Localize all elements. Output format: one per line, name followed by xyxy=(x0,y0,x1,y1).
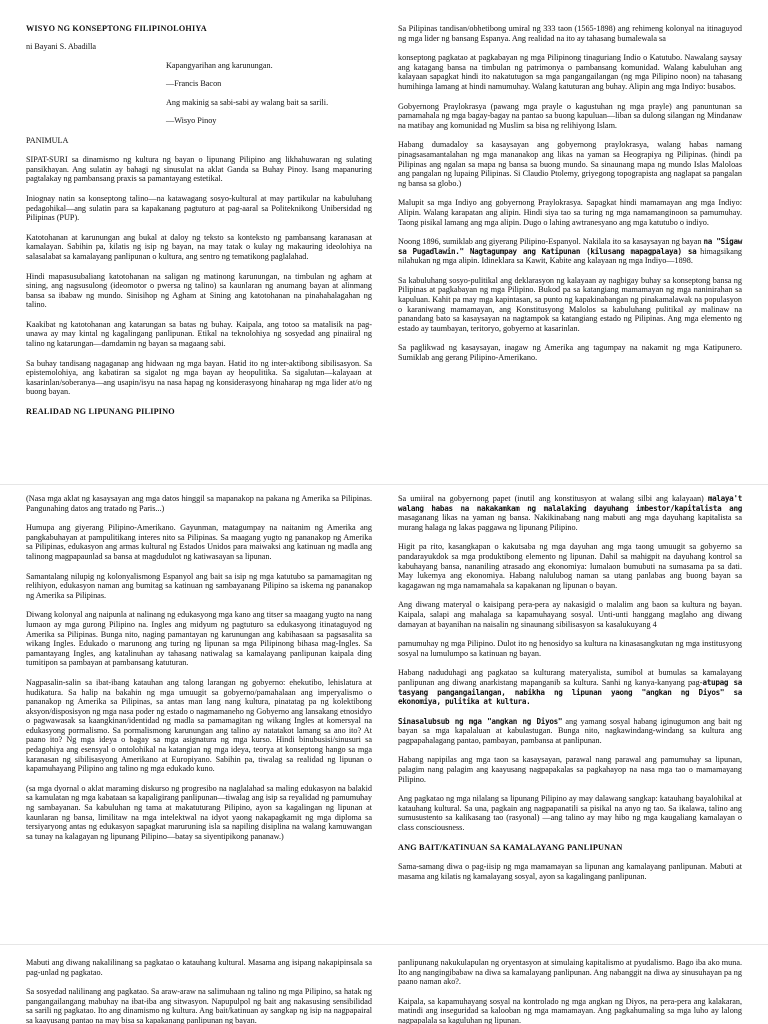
page1-right-column xyxy=(398,24,742,373)
section-heading-bait: ANG BAIT/KATINUAN SA KAMALAYANG PANLIPUNAN xyxy=(398,842,623,852)
paragraph: Malupit sa mga Indiyo ang gobyernong Praylokrasya. Sapagkat hindi mamamayan ang mga Indiyo: Alipin. Walang karapatan ang alipin. Hindi siya tao sa turing ng mga namamanginoon sa pamumuhay. Taong pisikal lamang ang mga alipin. Dugo o lahing awtranesyano ang mga katutubo o indiyo. xyxy=(398,198,742,227)
paragraph xyxy=(398,668,742,706)
paragraph: Sa Pilipinas tandisan/obhetibong umiral ng 333 taon (1565-1898) ang rehimeng kolonyal na itinaguyod ng mga lider ng bansang Espanya. Ang realidad na ito ay tahasang bumalewala sa xyxy=(398,24,742,43)
paragraph: Kaipala, sa kapamuhayang sosyal na kontrolado ng mga angkan ng Diyos, na pera-pera ang kalakaran, matindi ang inseguridad sa kalooban ng mga mamamayan. Ang pagkahumaling sa mga luho ay lalong nagpapalala sa kaguluhan ng lipunan. xyxy=(398,996,742,1024)
paragraph: Humupa ang giyerang Pilipino-Amerikano. Gayunman, matagumpay na naitanim ng Amerika ang pangkabuhayan at pampulitikang interes nito sa Pilipinas. Sa maagang yugto ng pananakop ng Amerika sa Pilipinas, edukasyon ang armas kultural ng Estados Unidos para maiwaksi ang katinuan ng madla ang talinong magpapaunlad sa bansa at magdudulot ng katiwasayan sa lipunan. xyxy=(26,523,372,561)
paragraph: panlipunang nakukulapulan ng oryentasyon at simulaing kapitalismo at pyudalismo. Bago iba ako muna. Ito ang nangingibabaw na diwa sa kamalayang panlipunan. Ang nabanggit na diwa ay sinusuhayan pa ng paano naman ako?. xyxy=(398,958,742,987)
handwritten-style-line: na "Sigaw sa Pugadlawin." Nagtagumpay ang Katipunan (kilusang mapagpalaya) sa xyxy=(398,237,742,256)
paragraph xyxy=(398,237,742,266)
paragraph-text: Sa umiiral na gobyernong papet (inutil ang konstitusyon at walang silbi ang kalayaan) xyxy=(398,494,704,503)
paragraph xyxy=(398,717,742,746)
author-byline: ni Bayani S. Abadilla xyxy=(26,41,97,51)
paragraph: Katotohanan at karunungan ang bukal at daloy ng teksto sa konteksto ng pambansang karanasan at kamalayan. Sabihin pa, kilatis ng isip ng bayan, na may tatak o kulay ng makauring ideolohiya na salasalabat sa kamalayang panlipunan o kultura, ang sentro ng tematikong paglalahad. xyxy=(26,232,372,261)
paragraph-text: ang yamang sosyal habang iginugumon ang bait ng bayan sa mga kapalaluan at kabulastugan. Bunga nito, nagkawindang-windang sa kultura ang pagpapahalagang pantao, pambayan, pambansa at panlipunan. xyxy=(398,716,742,745)
paragraph-text: himagsikang nilahukan ng mga alipin. Idineklara sa Kawit, Kabite ang kalayaan ng mga Indiyo—1898. xyxy=(398,246,743,266)
paragraph: Sa paglikwad ng kasaysayan, inagaw ng Amerika ang tagumpay na nakamit ng mga Katipunero. Sumiklab ang gerang Pilipino-Amerikano. xyxy=(398,343,742,363)
page3-left-column xyxy=(26,958,372,1024)
document-page-2 xyxy=(0,484,768,944)
paragraph: Samantalang nilupig ng kolonyalismong Espanyol ang bait sa isip ng mga katutubo sa pamamagitan ng relihiyon, edukasyon naman ang bumitag sa katinuan ng sambayanang Pilipino sa iskema ng pananakop ng Amerika sa Pilipinas. xyxy=(26,571,372,600)
paragraph: Sa kabuluhang sosyo-pulitikal ang deklarasyon ng kalayaan ay nagbigay buhay sa konseptong bansa ng Pilipinas at pagkabayan ng mga Pilipino. Bukod pa sa katangiang mamamayan ng mga naninirahan sa kapuluan. Kahit pa may mga kapintasan, sa punto ng kapakinabangan ng pinakamalawak na populasyon o karaniwang mamamayan, ang Konstitusyong Malolos sa kabuluhang pulitikal ay malinaw na panandang bato sa kasaysayan na nagtampok sa katangiang estado ng Pilipinas. Ang mga elemento ng estado ay taumbayan, teritoryo, gobyerno at kasarinlan. xyxy=(398,275,742,333)
document-title: WISYO NG KONSEPTONG FILIPINOLOHIYA xyxy=(26,24,207,33)
paragraph: Sa buhay tandisang nagaganap ang hidwaan ng mga bayan. Hatid ito ng inter-aktibong sibilisasyon. Sa epistemolohiya, ang kabatiran sa sigalot ng mga bayan ay heopulitika. Sa sigalutan—kalayaan at kasarinlan/soberanya—ang usapin/isyu na nasa hapag ng konsiderasyong hinaharap ng mga lider at/o ng buong bayan. xyxy=(26,358,372,397)
document-page-3 xyxy=(0,944,768,1024)
paragraph: Diwang kolonyal ang naipunla at nalinang ng edukasyong mga kano ang titser sa maagang yugto na nang lumaon ay mga gurong Pilipino na. Ingles ang midyum ng pagtuturo sa edukasyong itinataguyod ng Amerika sa Pilipinas. Bunga nito, naging pamantayan ng karunungan ang kabihasaan sa pagsasalita sa wikang Ingles. Edukado o marunong ang turing ng lipunan sa mga Pilipinong bihasa mag-Ingles. Sa pamantayang Ingles, ang katalinuhan ay tahasang natiwalag sa kamalayang panlipunan kaipala ding tumitipon sa pambayan at pambansang katuturan. xyxy=(26,610,372,668)
paragraph: Sa sosyedad nalilinang ang pagkatao. Sa araw-araw na salimuhaan ng talino ng mga Pilipino, sa hatak ng pangangailangang mabuhay na ibat-iba ang sitwasyon. Napupulpol ng bait ang nakasusing sensibilidad sa sarili ng pagkatao. Ito ang dinamismo ng kultura. Ang bait/katinuan ay sangkap ng isip na nagpapairal sa kaayusang pantao na may bisa sa kapakanang panlipunan ng bayan. xyxy=(26,987,372,1024)
paragraph: Sama-samang diwa o pag-iisip ng mga mamamayan sa lipunan ang kamalayang panlipunan. Mabuti at masama ang kilatis ng kamalayang sosyal, ayon sa kagalingang panlipunan. xyxy=(398,862,742,881)
page1-left-column xyxy=(26,24,372,427)
paragraph: Mabuti ang diwang nakalilinang sa pagkatao o katauhang kultural. Masama ang isipang nakapipinsala sa pag-unlad ng pagkatao. xyxy=(26,958,372,977)
paragraph: Gobyernong Praylokrasya (pawang mga prayle o kagustuhan ng mga prayle) ang panuntunan sa pamamahala ng mga bagay-bagay na pantao sa buong kapuluan—liban sa dulong silangan ng Mindanaw na matibay ang komunidad ng Muslim sa bisa ng relihiyong Islam. xyxy=(398,101,742,130)
paragraph xyxy=(398,494,742,532)
epigraph-quote-2: Ang makinig sa sabi-sabi ay walang bait sa sarili. xyxy=(166,98,329,108)
paragraph-text: Noong 1896, sumiklab ang giyerang Pilipino-Espanyol. Nakilala ito sa kasaysayan ng bayan xyxy=(398,237,702,247)
epigraph-quote-1: Kapangyarihan ang karunungan. xyxy=(166,61,273,71)
paragraph-text: Habang naduduhagi ang pagkatao sa kulturang materyalista, sumibol at bumulas sa kamalayang panlipunan ang diwang anarkistang mapanganib sa kultura. Sanhi ng kanya-kanyang pag- xyxy=(398,668,742,687)
paragraph: Nagpasalin-salin sa ibat-ibang katauhan ang talong larangan ng gobyerno: ehekutibo, lehislatura at hudikatura. Sa halip na bakahin ng mga umuugit sa gobyerno/pamahalaan ang imperyalismo o pananakop ng Amerika sa Pilipinas, sa antas man lang nang kultura, pinatatag pa ng kolektibong aksyon/disposisyon ng mga nasa poder ng estado o nagmamaneho ng Gobyerno ang lansakang etnosidyo o pagwawasak sa kaangkinan/identidad ng madla sa pamamagitan ng wikang Ingles at komersyal na edukasyong pormalismo. Sa pormalismong karunungan ang talino ay natatakot lamang sa ano ito? At paano ito? Ng mga ideya o bagay sa mga asignatura ng mga kurso. Hindi binubusisi/sinusuri sa pedagohiya ang esensyal o ontolohikal na katangian ng mga ideya, teorya at konseptong hango sa mga karanasan ng sibilisasyong Amerikano at Europiyano. Sabihin pa, tiwalag sa realidad ng lipunan o kapamuhayang Pilipino ang talino ng mga edukado kuno. xyxy=(26,677,372,774)
paragraph: (Nasa mga aklat ng kasaysayan ang mga datos hinggil sa mapanakop na pakana ng Amerika sa Pilipinas. Pangunahing datos ang tratado ng Paris...) xyxy=(26,494,372,513)
paragraph: Habang napipilas ang mga taon sa kasaysayan, parawal nang parawal ang pamumuhay sa lipunan, palagim nang palagim ang kaayusang nagpapakalas sa pagkahayop na nasa mga tao o mamamayang Pilipino. xyxy=(398,755,742,784)
handwritten-style-line: malaya't walang habas na nakakamkam ng malalaking dayuhang imbestor/kapitalista ang xyxy=(398,494,743,513)
paragraph: SIPAT-SURI sa dinamismo ng kultura ng bayan o lipunang Pilipino ang likhahuwaran ng sulating pansikhayan. Ang sulatin ay bahagi ng sinusulat na aklat Ganda sa Buhay Pinoy. Isang mapanuring pagtalakay ng pambansang praxis sa pamantayang estetikal. xyxy=(26,155,372,184)
document-page-1 xyxy=(0,0,768,484)
paragraph: pamumuhay ng mga Pilipino. Dulot ito ng henosidyo sa kultura na kinasasangkutan ng mga institusyong sosyal na lumulumpo sa katinuan ng bayan. xyxy=(398,639,742,658)
epigraph-source-2: —Wisyo Pinoy xyxy=(166,115,217,125)
page3-right-column xyxy=(398,958,742,1024)
paragraph: (sa mga dyornal o aklat maraming diskurso ng progresibo na naglalahad sa maling edukasyon na balakid sa kamulatan ng mga kabataan sa kapaligirang panlipunan—tiwalag ang isip sa reyalidad ng pamumuhay ng sambayanan. Sa kabuluhan ng tama at makatuturang Pilipino, ayon sa kagalingan ng lipunan at kaunlaran ng bansa, limilitaw na mga intelektwal na idyot yaong nakapagkamit ng mga diploma sa tersiyaryong antas ng edukasyon sapagkat maruruning isla sa napiling disiplina na walang kamuwangan sa tunay na kalagayan ng lipunang Pilipino—batay sa siyentipikong pananaw.) xyxy=(26,783,372,841)
handwritten-style-line: Sinasalubsub ng mga "angkan ng Diyos" xyxy=(398,716,563,726)
paragraph: Hindi mapasusubaliang katotohanan na saligan ng matinong karunungan, na timbulan ng agham at sining, ang nagsusulong (ideomotor o pwersa ng talino) sa kaunlaran ng anumang bayan at alinmang bansa sa ibabaw ng mundo. Sinisihop ng Agham at Sining ang katotohanan na pinahahalagahan ng talino. xyxy=(26,271,372,310)
paragraph: Ang diwang materyal o kaisipang pera-pera ay nakasigid o malalim ang baon sa kultura ng bayan. Kaipala, salapi ang mahalaga sa kapamuhayang sosyal. Unti-unti hanggang maglaho ang diwang damayan at bayanihan na naisalin ng sinaunang sibilisasyon sa kasalukuyang 4 xyxy=(398,600,742,629)
paragraph: Ang pagkatao ng mga nilalang sa lipunang Pilipino ay may dalawang sangkap: katauhang bayalohikal at katauhang kultural. Sa una, pagkain ang nagpapanatili sa pisikal na anyo ng tao. Sa ikalawa, talino ang sumusustento sa kalikasang tao (rasyonal) —ang talino ay may hibo ng mga kaugaliang kamalayan o class consciousness. xyxy=(398,794,742,833)
page2-right-column xyxy=(398,494,742,891)
paragraph: konseptong pagkatao at pagkabayan ng mga Pilipinong tinaguriang Indio o Katutubo. Nawalang saysay ang katagang bansa na timbulan ng patrimonya o pambansang komunidad. Walang kabuluhan ang kalayaan sapagkat hindi ito nakatutugon sa mga pangangailangan (ng mga Pilipino noon) na tahasang humihinga lamang at hindi namumuhay. Walang katuturan ang buhay. Alipin ang mga Indiyo: busabos. xyxy=(398,53,742,91)
section-heading-panimula: PANIMULA xyxy=(26,135,69,145)
paragraph: Higit pa rito, kasangkapan o kakutsaba ng mga dayuhan ang mga taong umuugit sa gobyerno sa pandarayukdok sa mga produktibong elemento ng lipunan. Dahil sa mahigpit na dayuhang kontrol sa kabuhayang bansa, nananiling atrasado ang ekonomiya: lumalaon bumubuti na sumasama pa sa dati. May lukemya ang ekonomiya. Habang nalulubog naman sa utang panlabas ang buong bayan sa kagagawan ng mga namamahala sa kapakanan ng lipunan o bayan. xyxy=(398,542,742,590)
section-heading-realidad: REALIDAD NG LIPUNANG PILIPINO xyxy=(26,407,175,417)
epigraph-source-1: —Francis Bacon xyxy=(166,78,222,88)
page2-left-column xyxy=(26,494,372,851)
handwritten-style-line: atupag sa tasyang pangangailangan, nabikha ng lipunan yaong "angkan ng Diyos" sa ekonomiya, pulitika at kultura. xyxy=(398,677,742,707)
paragraph-text: masaganang likas na yaman ng bansa. Nakikinabang nang mabuti ang mga dayuhang kapitalista sa murang halaga ng lakas paggawa ng lipunang Pilipino. xyxy=(398,513,742,532)
paragraph: Iniognay natin sa konseptong talino—na katawagang sosyo-kultural at may partikular na kabuluhang pedagohikal—ang sulatin para sa kapakanang pagtuturo at pag-aaral sa Politeknikong Unibersidad ng Pilipinas (PUP). xyxy=(26,193,372,223)
paragraph: Habang dumadaloy sa kasaysayan ang gobyernong praylokrasya, walang habas namang pinagsasamantalahan ng mga mananakop ang likas na yaman sa Heograpiya ng Pilipinas. (hindi pa Pilipinas ang ngalan sa mapa ng bansa sa buong mundo. Sa sinaunang mapa ng mundo Islas Maloloas ang pangalan ng lupaing Pilipinas. Si Claudio Ptolemy, griyegong topograpista ang naglapat sa pangalan ng bansa sa globo.) xyxy=(398,140,742,188)
paragraph: Kaakibat ng katotohanan ang katarungan sa batas ng buhay. Kaipala, ang totoo sa matalisik na pag-unawa ay may kintal ng kagalingang panlipunan. Etikal na teknolohiya ng sosyedad ang pinaiiral ng talino ng katarungan—damdamin ng bayan sa magaang sabi. xyxy=(26,319,372,349)
